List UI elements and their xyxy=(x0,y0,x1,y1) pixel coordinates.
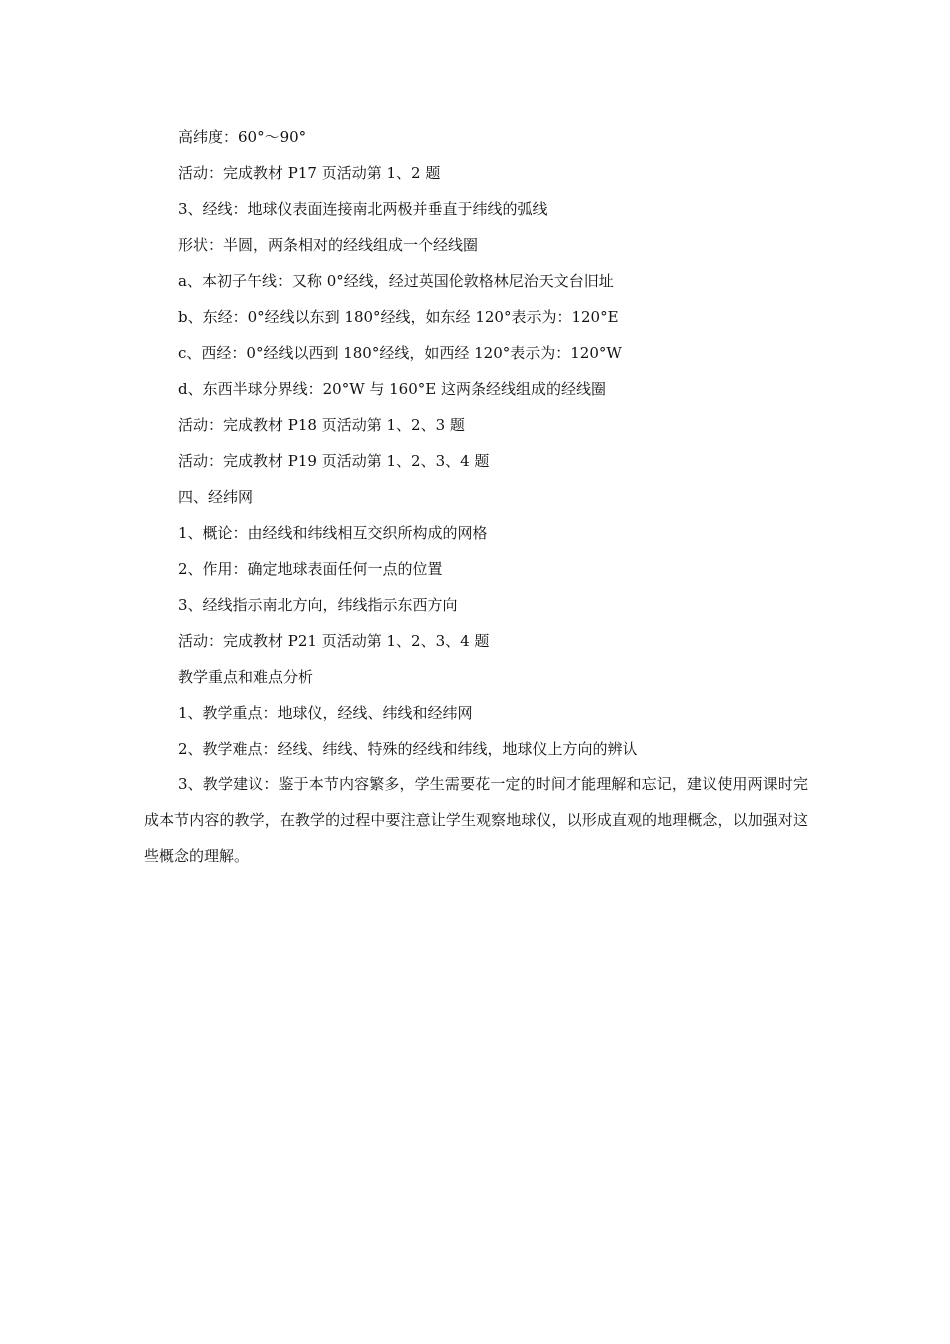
text-line-activity-p19: 活动：完成教材 P19 页活动第 1、2、3、4 题 xyxy=(178,452,490,470)
text-line-meridian-definition: 3、经线：地球仪表面连接南北两极并垂直于纬线的弧线 xyxy=(178,200,548,218)
text-line-east-longitude: b、东经：0°经线以东到 180°经线，如东经 120°表示为：120°E xyxy=(178,308,619,326)
text-line-grid-concept: 1、概论：由经线和纬线相互交织所构成的网格 xyxy=(178,524,488,542)
text-line-hemisphere-boundary: d、东西半球分界线：20°W 与 160°E 这两条经线组成的经线圈 xyxy=(178,380,606,398)
text-line-difficulties: 2、教学难点：经线、纬线、特殊的经线和纬线，地球仪上方向的辨认 xyxy=(178,740,638,758)
text-line-activity-p21: 活动：完成教材 P21 页活动第 1、2、3、4 题 xyxy=(178,632,490,650)
text-line-key-points: 1、教学重点：地球仪，经线、纬线和经纬网 xyxy=(178,704,473,722)
text-line-high-latitude: 高纬度：60°～90° xyxy=(178,128,307,146)
text-line-prime-meridian: a、本初子午线：又称 0°经线，经过英国伦敦格林尼治天文台旧址 xyxy=(178,272,614,290)
paragraph-teaching-suggestion: 3、教学建议：鉴于本节内容繁多，学生需要花一定的时间才能理解和忘记，建议使用两课时完成本节内容的教学，在教学的过程中要注意让学生观察地球仪，以形成直观的地理概念，以加强对这些概念的理解。 xyxy=(144,775,808,865)
text-line-directions: 3、经线指示南北方向，纬线指示东西方向 xyxy=(178,596,458,614)
text-line-meridian-shape: 形状：半圆，两条相对的经线组成一个经线圈 xyxy=(178,236,479,254)
text-line-grid-function: 2、作用：确定地球表面任何一点的位置 xyxy=(178,560,443,578)
text-line-activity-p18: 活动：完成教材 P18 页活动第 1、2、3 题 xyxy=(178,416,465,434)
text-line-activity-p17: 活动：完成教材 P17 页活动第 1、2 题 xyxy=(178,164,441,182)
section-heading-analysis: 教学重点和难点分析 xyxy=(178,668,314,686)
section-heading-grid: 四、经纬网 xyxy=(178,488,254,506)
text-line-west-longitude: c、西经：0°经线以西到 180°经线，如西经 120°表示为：120°W xyxy=(178,344,622,362)
